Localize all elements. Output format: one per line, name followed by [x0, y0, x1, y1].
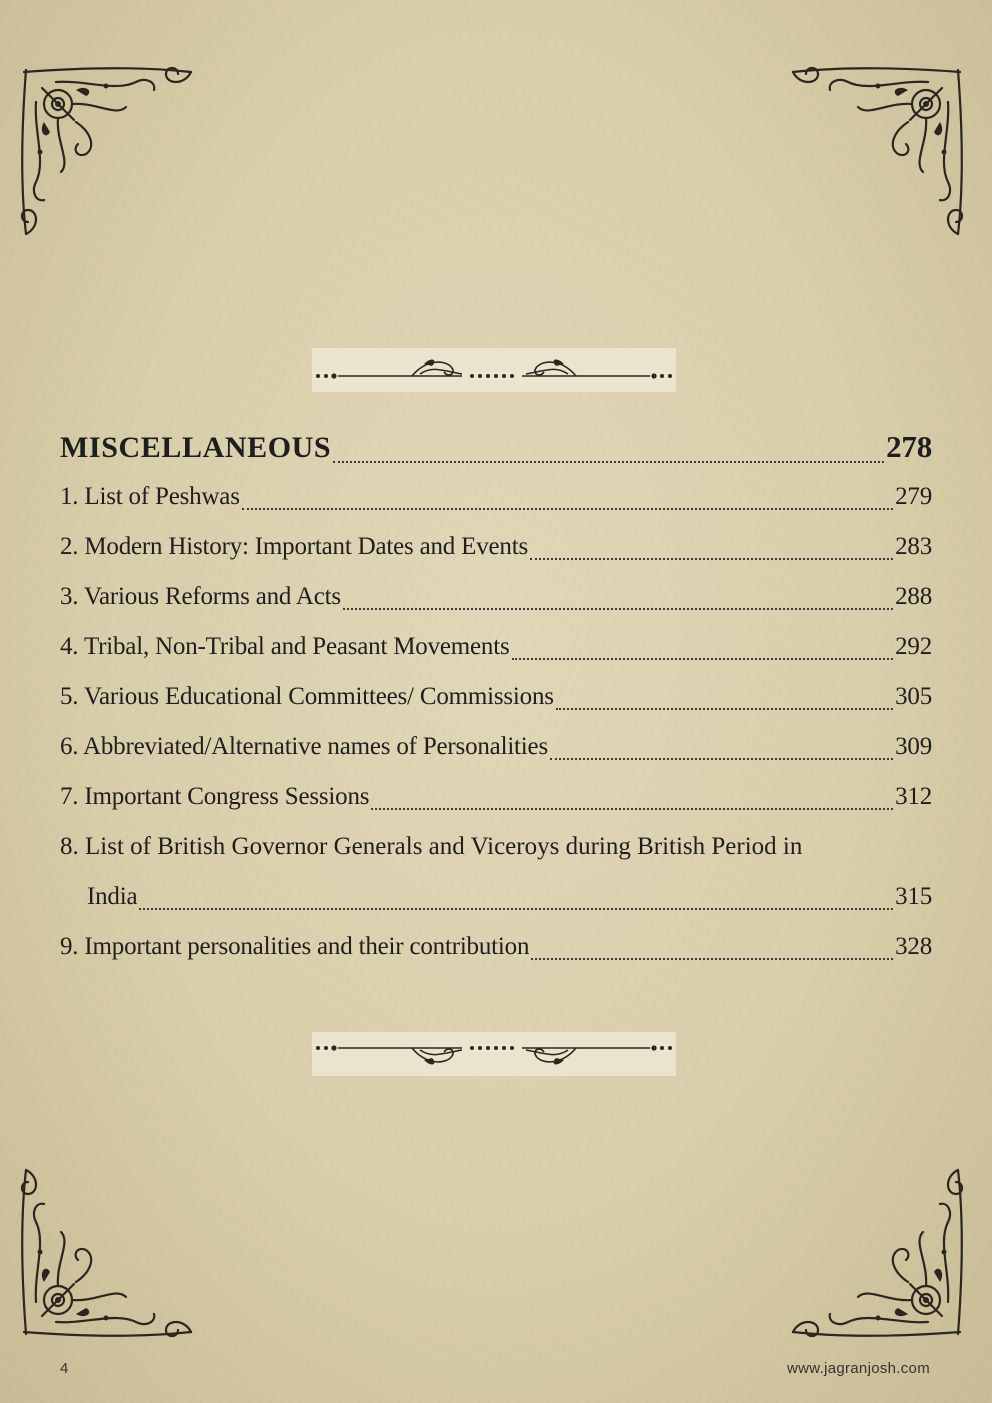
toc-item-1[interactable] — [60, 472, 932, 522]
toc-item-label: 7. Important Congress Sessions — [60, 783, 370, 810]
toc-item-page: 305 — [895, 683, 932, 710]
toc-item-8[interactable] — [60, 822, 932, 922]
toc-item-2[interactable] — [60, 522, 932, 572]
toc-item-3[interactable] — [60, 572, 932, 622]
toc-item-page: 309 — [895, 733, 932, 760]
toc-item-label: 4. Tribal, Non-Tribal and Peasant Movements — [60, 633, 510, 660]
toc-item-page: 283 — [895, 533, 932, 560]
leader-dots — [343, 608, 893, 610]
leader-dots — [512, 658, 894, 660]
leader-dots — [550, 758, 893, 760]
flourish-icon — [788, 62, 968, 242]
flourish-icon — [788, 1162, 968, 1342]
toc-heading-page: 278 — [886, 429, 932, 464]
leader-dots — [371, 808, 893, 810]
divider-ornament-bottom — [312, 1032, 676, 1076]
divider-ornament-top — [312, 348, 676, 392]
scroll-divider-icon — [312, 1032, 676, 1076]
toc-item-page: 328 — [895, 933, 932, 960]
leader-dots — [556, 708, 893, 710]
toc-item-label: 2. Modern History: Important Dates and Events — [60, 533, 528, 560]
toc-item-page: 315 — [895, 883, 932, 910]
toc-item-label: 9. Important personalities and their contribution — [60, 933, 530, 960]
toc-item-page: 292 — [895, 633, 932, 660]
toc-item-5[interactable] — [60, 672, 932, 722]
toc-heading[interactable] — [60, 422, 932, 472]
toc-item-label: 1. List of Peshwas — [60, 483, 240, 510]
toc-item-label: 3. Various Reforms and Acts — [60, 583, 341, 610]
page-number: 4 — [60, 1360, 69, 1377]
leader-dots — [333, 461, 884, 463]
flourish-icon — [16, 1162, 196, 1342]
flourish-icon — [16, 62, 196, 242]
toc-item-page: 279 — [895, 483, 932, 510]
corner-ornament-bottom-right — [788, 1162, 968, 1342]
website-link[interactable]: www.jagranjosh.com — [787, 1360, 930, 1377]
toc-item-label: 5. Various Educational Committees/ Commissions — [60, 683, 554, 710]
corner-ornament-bottom-left — [16, 1162, 196, 1342]
leader-dots — [139, 908, 893, 910]
toc-item-label-line2: India — [87, 883, 138, 910]
corner-ornament-top-left — [16, 62, 196, 242]
toc-item-4[interactable] — [60, 622, 932, 672]
toc-item-label-line1: 8. List of British Governor Generals and Viceroys during British Period in — [60, 833, 803, 860]
leader-dots — [530, 558, 893, 560]
toc-item-8-continuation — [60, 872, 932, 922]
toc-item-6[interactable] — [60, 722, 932, 772]
leader-dots — [531, 958, 893, 960]
toc-item-7[interactable] — [60, 772, 932, 822]
toc-item-label: 6. Abbreviated/Alternative names of Personalities — [60, 733, 548, 760]
table-of-contents — [60, 422, 932, 972]
toc-item-9[interactable] — [60, 922, 932, 972]
scroll-divider-icon — [312, 348, 676, 392]
toc-item-page: 312 — [895, 783, 932, 810]
corner-ornament-top-right — [788, 62, 968, 242]
toc-item-page: 288 — [895, 583, 932, 610]
leader-dots — [242, 508, 893, 510]
toc-heading-label: MISCELLANEOUS — [60, 431, 332, 464]
